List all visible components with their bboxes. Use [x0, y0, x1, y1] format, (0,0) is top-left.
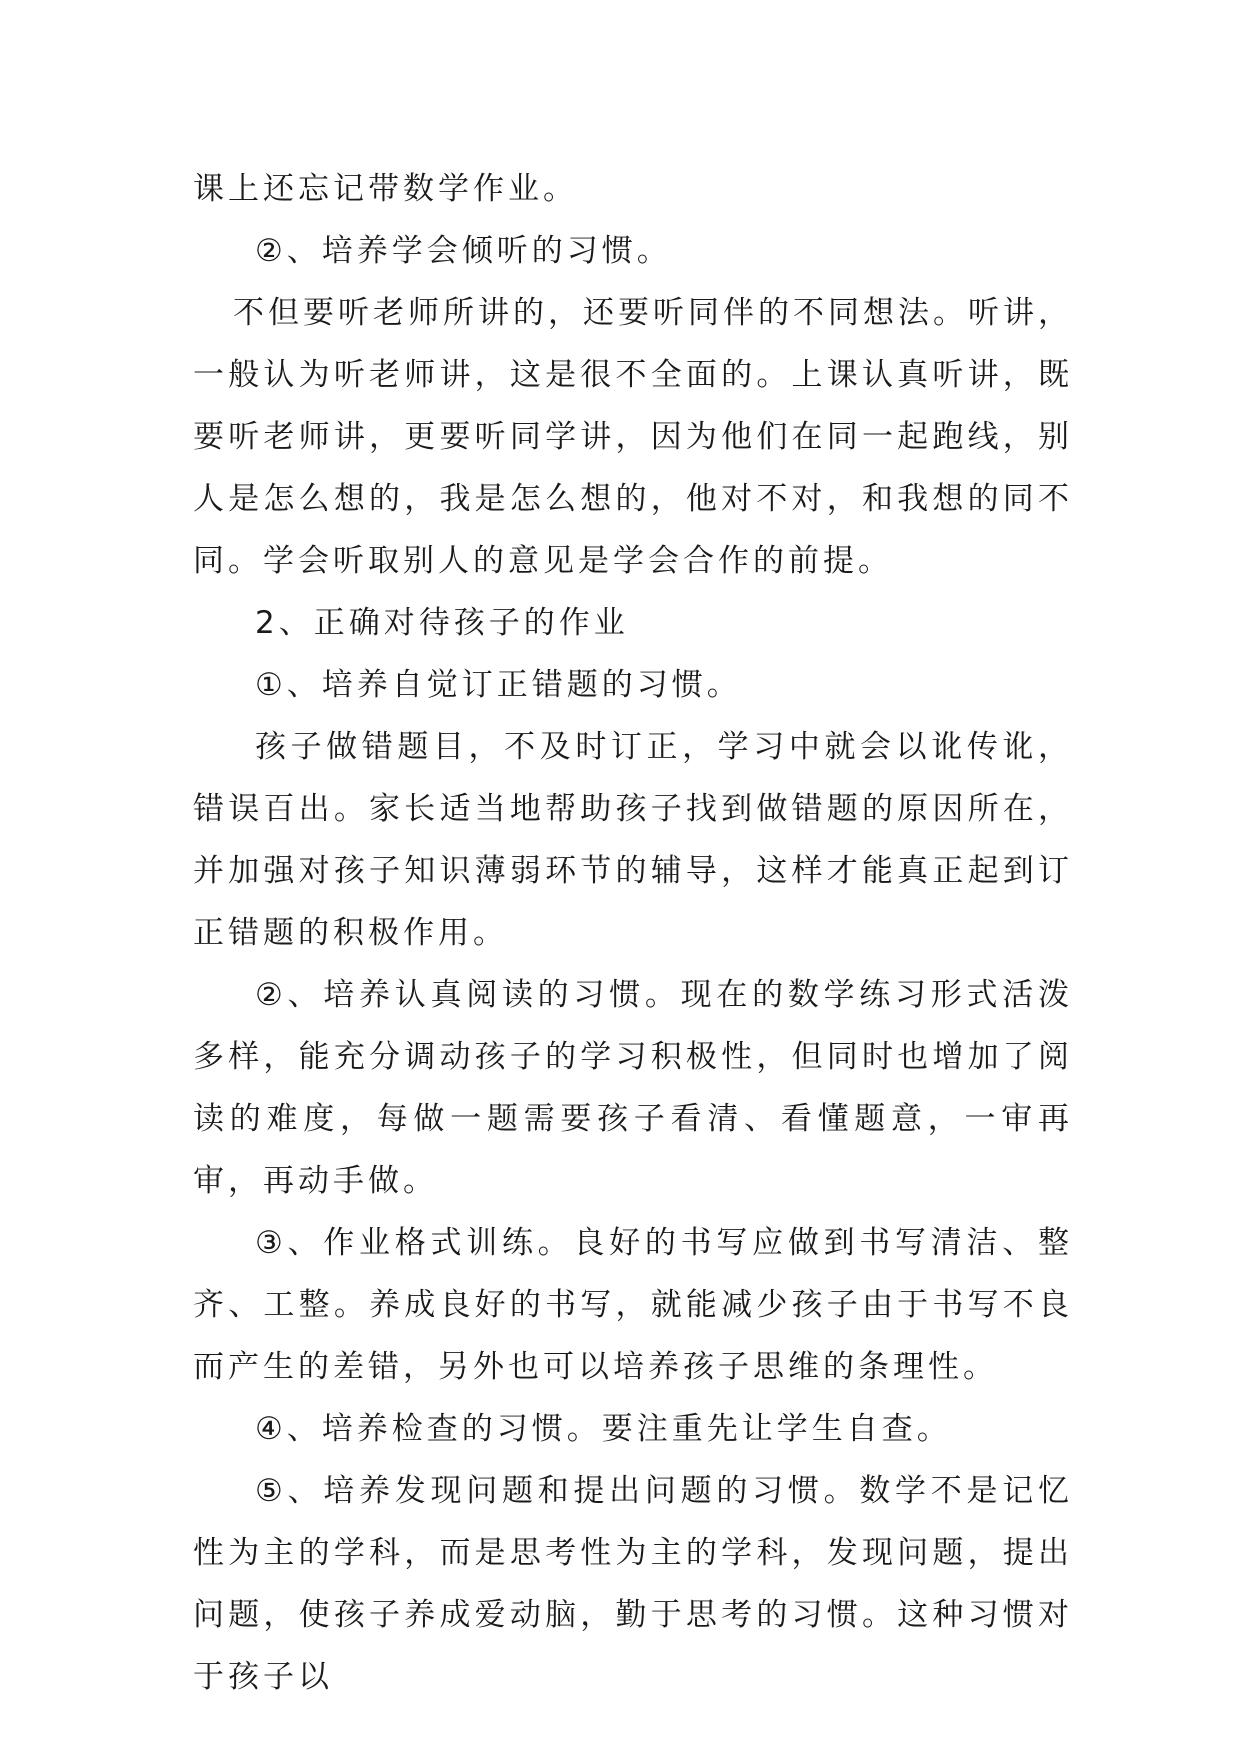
paragraph-format-training: ③、作业格式训练。良好的书写应做到书写清洁、整齐、工整。养成良好的书写，就能减少孩子由于书写不良而产生的差错，另外也可以培养孩子思维的条理性。 — [193, 1225, 1073, 1385]
paragraph-questioning-habit: ⑤、培养发现问题和提出问题的习惯。数学不是记忆性为主的学科，而是思考性为主的学科，发现问题，提出问题，使孩子养成爱动脑，勤于思考的习惯。这种习惯对于孩子以 — [193, 1473, 1073, 1695]
paragraph-correction-heading: ①、培养自觉订正错题的习惯。 — [255, 667, 742, 703]
paragraph-reading-habit: ②、培养认真阅读的习惯。现在的数学练习形式活泼多样，能充分调动孩子的学习积极性，但同时也增加了阅读的难度，每做一题需要孩子看清、看懂题意，一审再审，再动手做。 — [193, 977, 1073, 1199]
paragraph-checking-habit: ④、培养检查的习惯。要注重先让学生自查。 — [255, 1411, 952, 1447]
section-heading-homework: 2、正确对待孩子的作业 — [255, 605, 629, 641]
paragraph-continuation: 课上还忘记带数学作业。 — [193, 171, 578, 207]
paragraph-listening-habit-body: 不但要听老师所讲的，还要听同伴的不同想法。听讲，一般认为听老师讲，这是很不全面的。上课认真听讲，既要听老师讲，更要听同学讲，因为他们在同一起跑线，别人是怎么想的，我是怎么想的，他对不对，和我想的同不同。学会听取别人的意见是学会合作的前提。 — [193, 295, 1073, 579]
paragraph-correction-body: 孩子做错题目，不及时订正，学习中就会以讹传讹，错误百出。家长适当地帮助孩子找到做错题的原因所在，并加强对孩子知识薄弱环节的辅导，这样才能真正起到订正错题的积极作用。 — [193, 729, 1073, 951]
paragraph-listening-habit-heading: ②、培养学会倾听的习惯。 — [255, 233, 672, 269]
document-body — [193, 158, 1073, 1708]
